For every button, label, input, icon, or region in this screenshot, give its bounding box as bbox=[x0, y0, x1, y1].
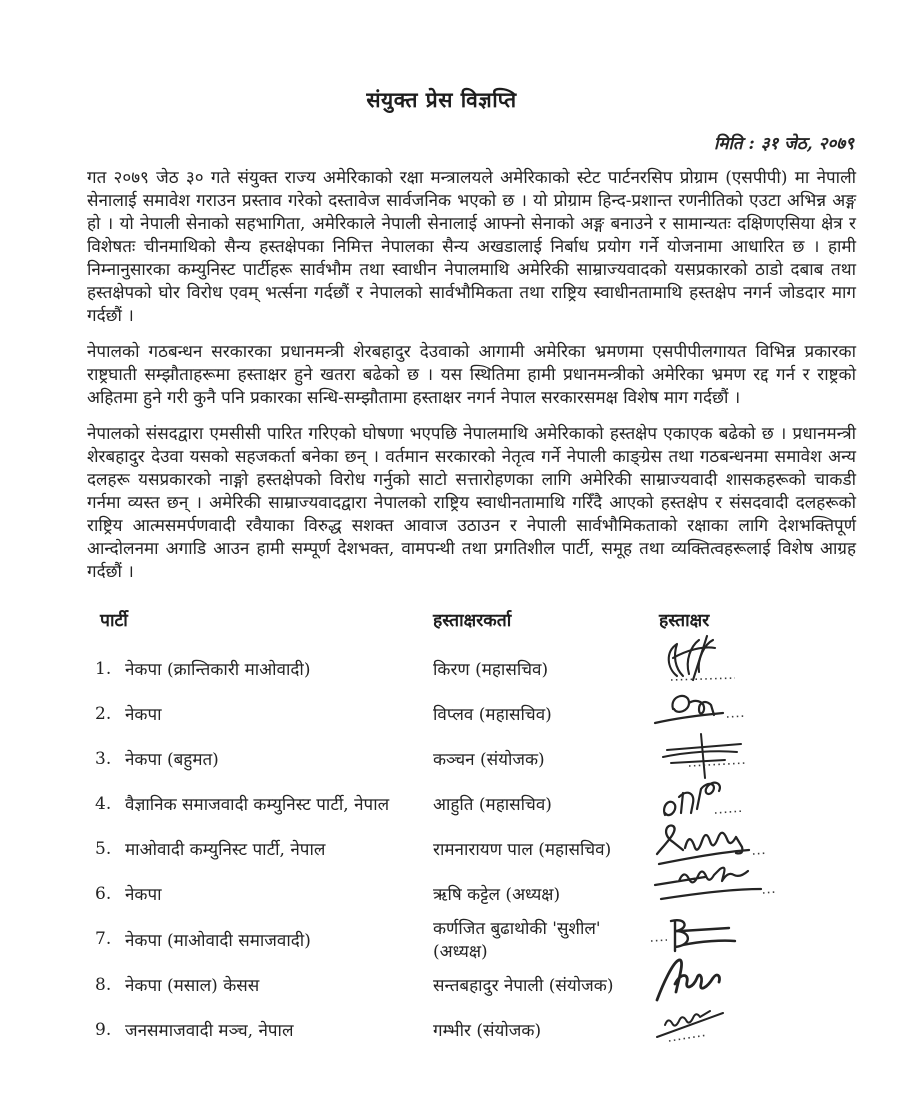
row-number: 3. bbox=[95, 748, 112, 769]
party-name: माओवादी कम्युनिस्ट पार्टी, नेपाल bbox=[125, 840, 326, 860]
row-number: 1. bbox=[95, 658, 112, 679]
row-number: 8. bbox=[95, 974, 112, 995]
row-number: 9. bbox=[95, 1019, 112, 1040]
header-signature: हस्ताक्षर bbox=[659, 611, 710, 631]
header-signatory: हस्ताक्षरकर्ता bbox=[433, 611, 512, 631]
party-name: जनसमाजवादी मञ्च, नेपाल bbox=[125, 1021, 294, 1041]
row-number: 2. bbox=[95, 703, 112, 724]
document-title: संयुक्त प्रेस विज्ञप्ति bbox=[366, 87, 517, 112]
row-number: 6. bbox=[95, 883, 112, 904]
signatory-name: गम्भीर (संयोजक) bbox=[433, 1021, 542, 1041]
signatory-name: आहुति (महासचिव) bbox=[433, 795, 552, 815]
header-party: पार्टी bbox=[100, 611, 128, 631]
signature-scribble bbox=[649, 1007, 856, 1052]
party-name: नेकपा (बहुमत) bbox=[125, 750, 219, 770]
signatory-name: कञ्चन (संयोजक) bbox=[433, 750, 545, 770]
signature-scribble bbox=[649, 736, 856, 781]
party-name: नेकपा (माओवादी समाजवादी) bbox=[125, 930, 311, 951]
row-number: 5. bbox=[95, 838, 112, 859]
signatory-name: सन्तबहादुर नेपाली (संयोजक) bbox=[433, 976, 614, 996]
date-line: मिति : ३१ जेठ, २०७९ bbox=[713, 134, 854, 154]
row-number: 7. bbox=[95, 929, 112, 949]
signatory-name: कर्णजित बुढाथोकी 'सुशील' (अध्यक्ष) bbox=[433, 919, 601, 962]
party-name: नेकपा (मसाल) केसस bbox=[125, 976, 260, 996]
party-name: नेकपा bbox=[125, 885, 162, 905]
party-name: नेकपा (क्रान्तिकारी माओवादी) bbox=[125, 660, 311, 680]
signatory-name: ऋषि कट्टेल (अध्यक्ष) bbox=[433, 885, 561, 905]
signatory-name: रामनारायण पाल (महासचिव) bbox=[433, 840, 612, 860]
signatories-table bbox=[95, 608, 856, 1052]
paragraph-1: गत २०७९ जेठ ३० गते संयुक्त राज्य अमेरिकाको रक्षा मन्त्रालयले अमेरिकाको स्टेट पार्टनरसिप प्रोग्राम (एसपीपी) मा नेपाली सेनालाई समावेश गराउन प्रस्ताव गरेको दस्तावेज सार्वजनिक भएको छ । यो प्रोग्राम हिन्द-प्रशान्त रणनीतिको एउटा अभिन्न अङ्ग हो । यो नेपाली सेनाको सहभागिता, अमेरिकाले नेपाली सेनालाई आफ्नो सेनाको अङ्ग बनाउने र सामान्यतः दक्षिणएसिया क्षेत्र र विशेषतः चीनमाथिको सैन्य हस्तक्षेपका निमित्त नेपालका सैन्य अखडालाई निर्बाध प्रयोग गर्ने योजनामा आधारित छ । हामी निम्नानुसारका कम्युनिस्ट पार्टीहरू सार्वभौम तथा स्वाधीन नेपालमाथि अमेरिकी साम्राज्यवादको यसप्रकारको ठाडो दबाब तथा हस्तक्षेपको घोर विरोध एवम् भर्त्सना गर्दछौं र नेपालको सार्वभौमिकता तथा राष्ट्रिय स्वाधीनतामाथि हस्तक्षेप नगर्न जोडदार माग गर्दछौं । bbox=[87, 168, 856, 326]
signatory-name: किरण (महासचिव) bbox=[433, 660, 549, 680]
party-name: वैज्ञानिक समाजवादी कम्युनिस्ट पार्टी, नेपाल bbox=[125, 795, 390, 815]
table-row bbox=[95, 736, 856, 781]
paragraph-2: नेपालको गठबन्धन सरकारका प्रधानमन्त्री शेरबहादुर देउवाको आगामी अमेरिका भ्रमणमा एसपीपीलगायत विभिन्न प्रकारका राष्ट्रघाती सम्झौताहरूमा हस्ताक्षर हुने खतरा बढेको छ । यस स्थितिमा हामी प्रधानमन्त्रीको अमेरिका भ्रमण रद्द गर्न र राष्ट्रको अहितमा हुने गरी कुनै पनि प्रकारका सन्धि-सम्झौतामा हस्ताक्षर नगर्न नेपाल सरकारसमक्ष विशेष माग गर्दछौं । bbox=[87, 342, 856, 408]
paragraph-3: नेपालको संसदद्वारा एमसीसी पारित गरिएको घोषणा भएपछि नेपालमाथि अमेरिकाको हस्तक्षेप एकाएक बढेको छ । प्रधानमन्त्री शेरबहादुर देउवा यसको सहजकर्ता बनेका छन् । वर्तमान सरकारको नेतृत्व गर्ने नेपाली काङ्ग्रेस तथा गठबन्धनमा समावेश अन्य दलहरू यसप्रकारको नाङ्गो हस्तक्षेपको विरोध गर्नुको साटो सत्तारोहणका लागि अमेरिकी साम्राज्यवादी शासकहरूको चाकडी गर्नमा व्यस्त छन् । अमेरिकी साम्राज्यवादद्वारा नेपालको राष्ट्रिय स्वाधीनतामाथि गरिँदै आएको हस्तक्षेप र संसदवादी दलहरूको राष्ट्रिय आत्मसमर्पणवादी रवैयाका विरुद्ध सशक्त आवाज उठाउन र नेपाली सार्वभौमिकताको रक्षाका लागि देशभक्तिपूर्ण आन्दोलनमा अगाडि आउन हामी सम्पूर्ण देशभक्त, वामपन्थी तथा प्रगतिशील पार्टी, समूह तथा व्यक्तित्वहरूलाई विशेष आग्रह गर्दछौं । bbox=[87, 424, 856, 582]
signatory-name: विप्लव (महासचिव) bbox=[433, 705, 552, 725]
row-number: 4. bbox=[95, 793, 112, 814]
party-name: नेकपा bbox=[125, 705, 162, 725]
table-header-row bbox=[95, 608, 856, 632]
table-row bbox=[95, 1007, 856, 1052]
table-row bbox=[95, 871, 856, 916]
signature-scribble bbox=[649, 871, 856, 916]
